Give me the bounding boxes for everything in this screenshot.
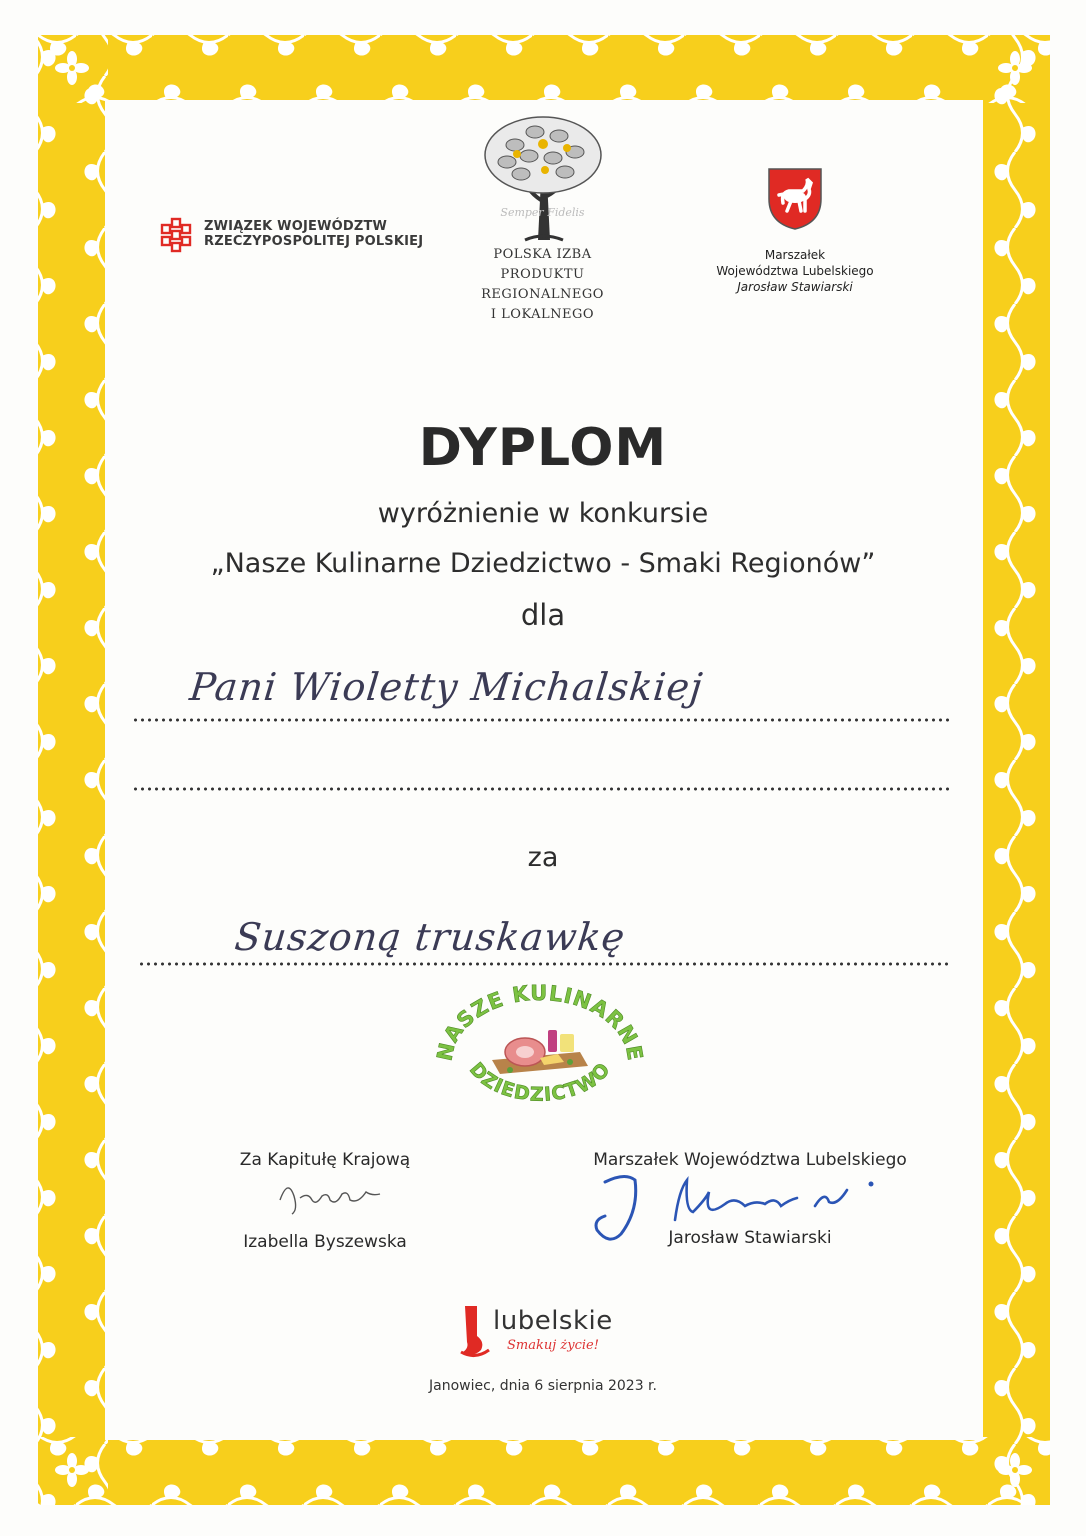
issue-date: Janowiec, dnia 6 sierpnia 2023 r. bbox=[429, 1378, 657, 1394]
lubelskie-wordmark: lubelskie bbox=[493, 1306, 613, 1336]
right-signature-name: Jarosław Stawiarski bbox=[668, 1228, 832, 1248]
zwrp-name: ZWIĄZEK WOJEWÓDZTW RZECZYPOSPOLITEJ POLSKIEJ bbox=[204, 219, 424, 249]
left-signature-title: Za Kapitułę Krajową bbox=[239, 1150, 411, 1170]
right-signature-title: Marszałek Województwa Lubelskiego bbox=[593, 1150, 907, 1170]
zwrp-logo bbox=[160, 215, 430, 255]
because-label: za bbox=[527, 842, 559, 873]
nkd-bottom-text: DZIEDZICTWO bbox=[465, 1058, 616, 1106]
diploma-title: DYPLOM bbox=[418, 418, 668, 478]
marszalek-name: Marszałek Województwa Lubelskiego Jarosław Stawiarski bbox=[716, 248, 874, 294]
marszalek-logo bbox=[695, 165, 895, 300]
zwrp-emblem-icon bbox=[160, 217, 194, 253]
lubelskie-l-icon bbox=[455, 1302, 495, 1360]
pizba-logo bbox=[455, 110, 630, 335]
recipient-name: Pani Wioletty Michalskiej bbox=[187, 665, 706, 709]
dotted-line bbox=[132, 787, 952, 791]
pizba-motto: Semper Fidelis bbox=[500, 206, 585, 219]
for-label: dla bbox=[520, 598, 566, 632]
nkd-top-text: NASZE KULINARNE bbox=[432, 982, 648, 1063]
contest-name: „Nasze Kulinarne Dziedzictwo - Smaki Regionów” bbox=[210, 548, 876, 579]
food-board-icon bbox=[492, 1030, 588, 1074]
left-signature-name: Izabella Byszewska bbox=[243, 1232, 407, 1252]
nkd-logo bbox=[430, 982, 650, 1122]
tree-icon bbox=[455, 110, 630, 245]
product-name: Suszoną truskawkę bbox=[232, 915, 628, 959]
dotted-line bbox=[132, 718, 952, 722]
left-signature-mark bbox=[270, 1170, 400, 1220]
diploma-subtitle: wyróżnienie w konkursie bbox=[377, 498, 709, 529]
coat-of-arms-icon bbox=[765, 165, 825, 231]
pizba-name: POLSKA IZBA PRODUKTU REGIONALNEGO I LOKALNEGO bbox=[481, 247, 604, 322]
dotted-line bbox=[138, 962, 948, 966]
lubelskie-logo bbox=[455, 1302, 645, 1362]
lubelskie-slogan: Smakuj życie! bbox=[507, 1338, 599, 1353]
